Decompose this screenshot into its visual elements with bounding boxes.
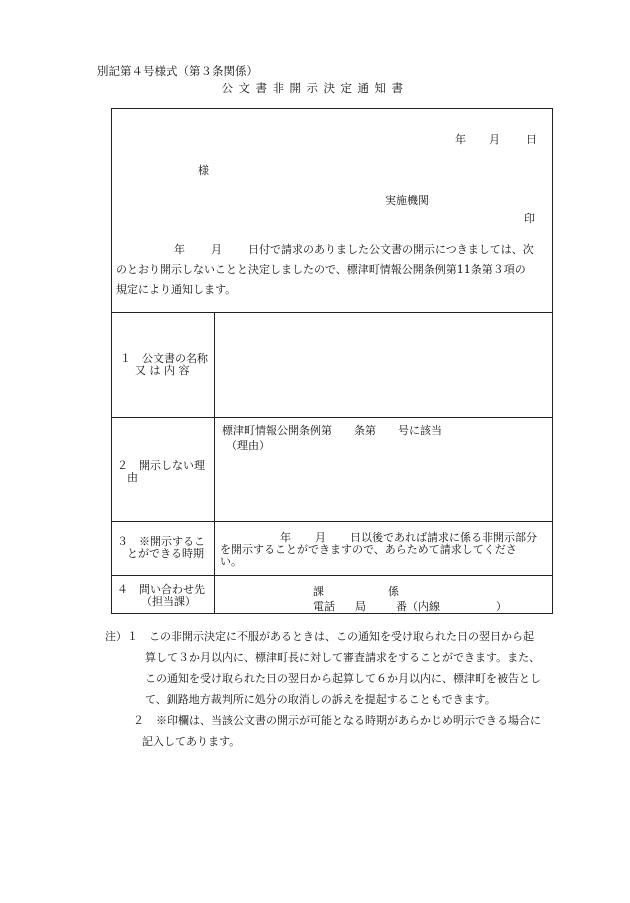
- body-line2: のとおり開示しないことと決定しましたので、標津町情報公開条例第11条第３項の: [116, 263, 526, 276]
- note2-line-b: 記入してあります。: [142, 735, 241, 748]
- row1-label-a: １ 公文書の名称: [120, 352, 208, 365]
- document-title: 公文書非開示決定通知書: [221, 81, 409, 95]
- contact-phone-line: [313, 598, 507, 614]
- note1-line-a: この非開示決定に不服があるときは、この通知を受け取られた日の翌日から起: [149, 630, 534, 643]
- row3-month: 月: [315, 531, 326, 544]
- date-month: 月: [489, 133, 500, 146]
- note1-line-b: 算して３か月以内に、標津町長に対して審査請求をすることができます。また、: [145, 651, 541, 664]
- contact-close: ）: [496, 600, 507, 613]
- divider-row1: [111, 417, 553, 418]
- row4-label-a: ４ 問い合わせ先: [117, 583, 205, 596]
- row2-reason: （理由）: [226, 439, 270, 452]
- contact-kyoku: 局: [355, 600, 366, 613]
- row4-label-b: （担当課）: [141, 595, 196, 608]
- row2-label-b: 由: [127, 471, 138, 484]
- column-divider: [214, 312, 215, 614]
- note1-line-c: この通知を受け取られた日の翌日から起算して６か月以内に、標津町を被告とし: [145, 672, 541, 685]
- contact-ka: 課: [313, 585, 324, 598]
- row1-label: [120, 353, 208, 377]
- divider-header: [111, 312, 553, 313]
- row2-label: [117, 460, 205, 484]
- form-label: 別記第４号様式（第３条関係）: [97, 64, 258, 78]
- row2-text: 標津町情報公開条例第 条第 号に該当: [222, 424, 442, 437]
- contact-phone-label: 電話: [313, 600, 335, 613]
- body-year: 年: [174, 243, 185, 256]
- body-line1: 日付で請求のありました公文書の開示につきましては、次: [248, 243, 534, 256]
- notes-section: [105, 626, 541, 752]
- note2-head: ２: [133, 714, 144, 727]
- note1-line-d: て、釧路地方裁判所に処分の取消しの訴えを提起することもできます。: [145, 693, 496, 706]
- body-line3: 規定により通知します。: [116, 283, 237, 296]
- row3-text-a: 日以後であれば請求に係る非開示部分: [350, 531, 537, 544]
- addressee-suffix: 様: [198, 164, 209, 177]
- date-year: 年: [455, 133, 466, 146]
- contact-ban: 番（内線: [396, 600, 440, 613]
- row3-year: 年: [280, 531, 291, 544]
- row3-text-c: い。: [220, 555, 242, 568]
- date-day: 日: [526, 133, 537, 146]
- contact-section-line: [313, 583, 399, 599]
- row3-label-a: ３ ※開示するこ: [117, 535, 205, 548]
- divider-row2: [111, 521, 553, 522]
- row1-label-b: 又 は 内 容: [135, 364, 190, 377]
- note1-head: 注）１: [105, 630, 138, 643]
- row3-label-b: とができる時期: [127, 547, 204, 560]
- row3-label: [117, 536, 205, 560]
- row4-label: [117, 584, 205, 608]
- seal-mark: 印: [524, 212, 535, 225]
- divider-row3: [111, 575, 553, 576]
- notice-body: [116, 240, 552, 300]
- contact-kakari: 係: [388, 585, 399, 598]
- agency-label: 実施機関: [385, 194, 429, 207]
- row3-text-b: を開示することができますので、あらためて請求してくださ: [220, 543, 517, 556]
- row3-text: [220, 532, 554, 568]
- row2-label-a: ２ 開示しない理: [117, 459, 205, 472]
- note2-line-a: ※印欄は、当該公文書の開示が可能となる時期があらかじめ明示できる場合に: [156, 714, 541, 727]
- body-month: 月: [211, 243, 222, 256]
